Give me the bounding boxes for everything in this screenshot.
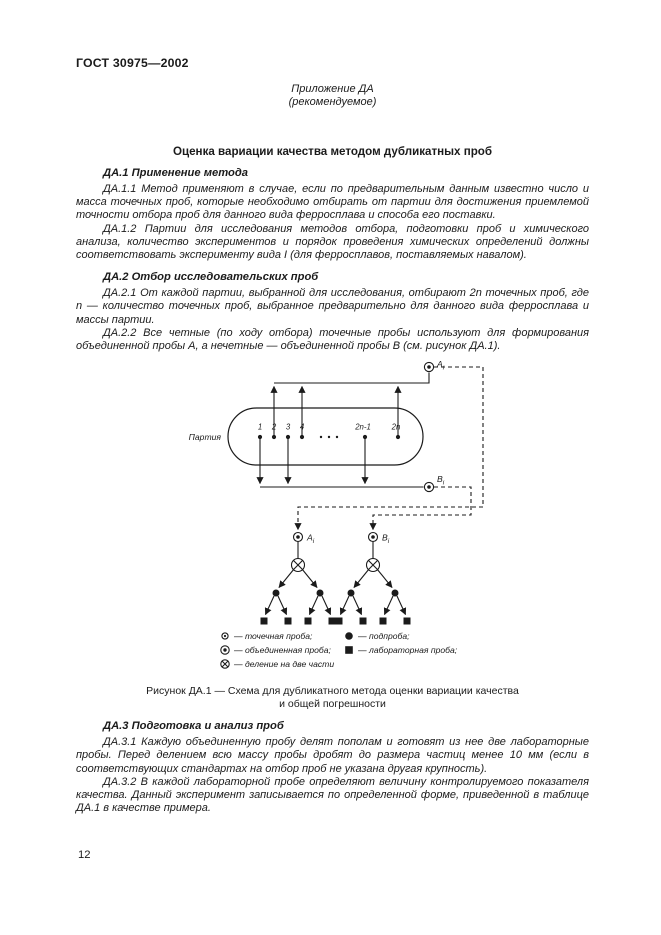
figure-da1 xyxy=(76,355,589,711)
appendix-heading xyxy=(76,83,589,109)
paragraph-da1-1: ДА.1.1 Метод применяют в случае, если по предварительным данным известно число и масса точечных проб, которые необходимо отбирать от партии для достижения приемлемой точности отбора проб для данного вида ферросплава и способа его поставки. xyxy=(76,183,589,222)
point-label-2n: 2n xyxy=(391,422,400,432)
combined-sample-b-icon xyxy=(424,483,433,492)
subsample-icon xyxy=(316,590,323,597)
figure-caption-line1: Рисунок ДА.1 — Схема для дубликатного метода оценки вариации качества xyxy=(146,685,519,698)
lab-sample-icon xyxy=(335,618,342,625)
legend-combined-sample: — объединенная проба; xyxy=(233,645,331,656)
point-label-3: 3 xyxy=(285,422,290,432)
point-label-2: 2 xyxy=(271,422,276,432)
subsample-legend-icon xyxy=(345,632,353,640)
subsample-icon xyxy=(391,590,398,597)
section-da1-heading: ДА.1 Применение метода xyxy=(103,167,248,179)
division-icon xyxy=(366,559,379,572)
lot-label: Партия xyxy=(188,432,221,443)
legend-subsample: — подпроба; xyxy=(357,631,410,642)
combined-sample-a-label: $A_i$ xyxy=(436,359,444,372)
figure-caption-line2: и общей погрешности xyxy=(279,698,386,711)
lab-sample-legend-icon xyxy=(345,646,353,654)
figure-da1-diagram xyxy=(163,355,503,675)
legend-point-sample: — точечная проба; xyxy=(233,631,312,642)
ellipsis-dot xyxy=(335,436,337,438)
route-b-dashed xyxy=(373,487,471,530)
tree-b-label: $B_i$ xyxy=(381,532,389,546)
ellipsis-dot xyxy=(319,436,321,438)
legend-division: — деление на две части xyxy=(233,659,334,670)
subsample-icon xyxy=(272,590,279,597)
doc-number: ГОСТ 30975—2002 xyxy=(76,56,189,70)
combined-sample-b-label: $B_i$ xyxy=(436,474,444,487)
lab-sample-icon xyxy=(359,618,366,625)
point-label-1: 1 xyxy=(257,422,262,432)
division-legend-icon xyxy=(220,660,228,668)
appendix-note: (рекомендуемое) xyxy=(288,96,377,108)
paragraph-da2-1: ДА.2.1 От каждой партии, выбранной для исследования, отбирают 2n точечных проб, где n — количество точечных проб, выбранное предварительно для данного вида ферросплава и массы партии. xyxy=(76,287,589,326)
figure-labels xyxy=(188,359,457,669)
figure-lines xyxy=(228,367,483,615)
division-icon xyxy=(291,559,304,572)
appendix-label: Приложение ДА xyxy=(291,83,374,95)
paragraph-da1-2: ДА.1.2 Партии для исследования методов отбора, подготовки проб и химического анализа, количество экспериментов и порядок проведения химических определений должны соответствовать эксперименту вида I (для ферросплавов, поставляемых навалом). xyxy=(76,222,589,262)
section-da2-heading: ДА.2 Отбор исследовательских проб xyxy=(103,271,319,284)
lab-sample-icon xyxy=(260,618,267,625)
point-sample-icons xyxy=(257,435,399,439)
paragraph-da3-2: ДА.3.2 В каждой лабораторной пробе определяют величину контролируемого показателя качества. Данный эксперимент записывается по определенной форме, приведенной в таблице ДА.1 в качестве примера. xyxy=(76,775,589,815)
lab-sample-icon xyxy=(403,618,410,625)
figure-caption xyxy=(76,685,589,711)
lab-sample-icon xyxy=(304,618,311,625)
lab-sample-icon xyxy=(379,618,386,625)
ellipsis-dot xyxy=(327,436,329,438)
subsample-icon xyxy=(347,590,354,597)
tree-a-label: $A_i$ xyxy=(306,532,314,546)
point-label-2n-1: 2n-1 xyxy=(354,422,371,432)
legend-lab-sample: — лабораторная проба; xyxy=(357,645,457,656)
lab-sample-icon xyxy=(328,618,335,625)
lab-sample-icon xyxy=(284,618,291,625)
page-title: Оценка вариации качества методом дубликатных проб xyxy=(172,145,493,158)
section-da3-heading: ДА.3 Подготовка и анализ проб xyxy=(103,720,284,733)
lot-stadium-outline xyxy=(228,408,423,465)
combined-sample-a-icon xyxy=(424,363,433,372)
route-a-dashed xyxy=(298,367,483,530)
point-label-4: 4 xyxy=(299,422,304,432)
paragraph-da3-1: ДА.3.1 Каждую объединенную пробу делят пополам и готовят из нее две лабораторные пробы. Перед делением всю массу пробы дробят до размера частиц менее 10 мм (если в соответствующих стандартах на отбор проб не указана другая крупность). xyxy=(76,736,589,775)
page-number: 12 xyxy=(78,849,91,861)
paragraph-da2-2: ДА.2.2 Все четные (по ходу отбора) точечные пробы используют для формирования объединенной пробы А, а нечетные — объединенной пробы В (см. рисунок ДА.1). xyxy=(76,326,589,353)
